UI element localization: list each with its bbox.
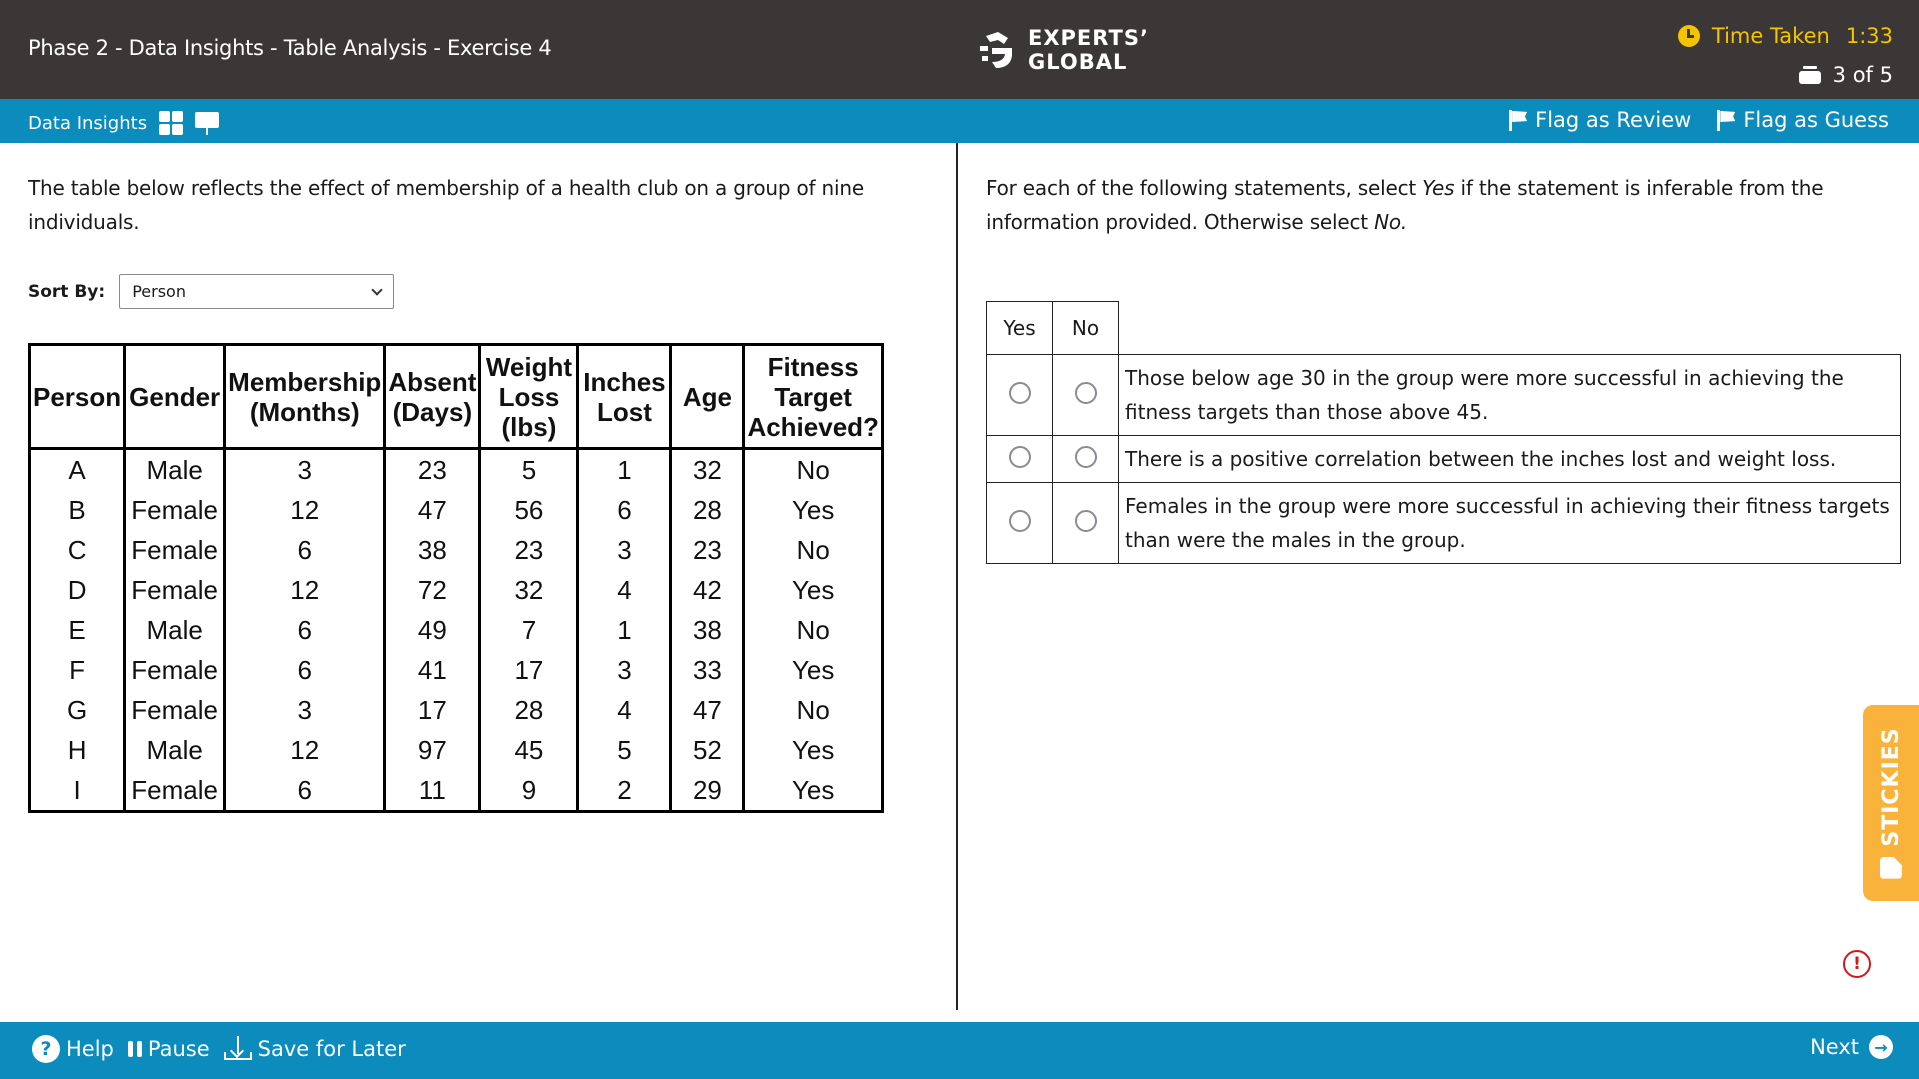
statement-1-no-radio[interactable]	[1075, 382, 1097, 404]
table-cell: Yes	[744, 490, 882, 530]
statement-2-yes-radio[interactable]	[1009, 446, 1031, 468]
table-cell: 41	[385, 650, 480, 690]
time-taken-label: Time Taken	[1711, 24, 1830, 48]
table-cell: 12	[225, 490, 385, 530]
column-header: Fitness Target Achieved?	[744, 345, 882, 449]
question-instructions: For each of the following statements, select Yes if the statement is inferable from the information provided. Otherwise select No.	[986, 176, 1824, 234]
time-taken	[1678, 24, 1893, 48]
pause-button[interactable]: Pause	[128, 1037, 210, 1061]
table-cell: Male	[125, 610, 225, 650]
table-cell: 28	[671, 490, 744, 530]
table-cell: 9	[480, 770, 578, 812]
table-cell: 97	[385, 730, 480, 770]
table-cell: H	[30, 730, 125, 770]
flag-icon	[1509, 109, 1527, 131]
data-table	[28, 343, 884, 813]
save-for-later-button[interactable]: Save for Later	[224, 1036, 406, 1062]
column-header: Absent (Days)	[385, 345, 480, 449]
table-cell: 47	[671, 690, 744, 730]
table-cell: B	[30, 490, 125, 530]
sort-by-select[interactable]	[119, 274, 394, 309]
table-row	[30, 690, 883, 730]
statement-1-yes-radio[interactable]	[1009, 382, 1031, 404]
table-cell: 6	[225, 770, 385, 812]
table-row	[30, 650, 883, 690]
table-cell: 52	[671, 730, 744, 770]
help-icon: ?	[32, 1035, 60, 1063]
column-header: Gender	[125, 345, 225, 449]
logo-mark-icon	[978, 28, 1018, 72]
table-cell: Male	[125, 730, 225, 770]
table-cell: 33	[671, 650, 744, 690]
stimulus-intro: The table below reflects the effect of membership of a health club on a group of nine individuals.	[28, 176, 864, 234]
logo-text: EXPERTS’ GLOBAL	[1028, 26, 1149, 74]
table-cell: 11	[385, 770, 480, 812]
table-cell: 56	[480, 490, 578, 530]
clock-icon	[1678, 25, 1700, 47]
flag-controls	[1509, 108, 1889, 132]
table-cell: 7	[480, 610, 578, 650]
table-row	[30, 730, 883, 770]
statement-text: Females in the group were more successful in achieving their fitness targets than were the males in the group.	[1119, 483, 1901, 564]
table-cell: D	[30, 570, 125, 610]
table-cell: 17	[480, 650, 578, 690]
time-taken-value: 1:33	[1845, 24, 1893, 48]
column-header: Inches Lost	[578, 345, 671, 449]
footer-bar	[0, 1022, 1919, 1079]
table-cell: Female	[125, 490, 225, 530]
question-panel	[958, 143, 1919, 1010]
sort-control	[28, 274, 394, 309]
statement-3-no-radio[interactable]	[1075, 510, 1097, 532]
table-cell: 38	[671, 610, 744, 650]
statement-row	[987, 355, 1901, 436]
table-cell: I	[30, 770, 125, 812]
table-cell: 4	[578, 690, 671, 730]
statement-row	[987, 483, 1901, 564]
statement-3-yes-radio[interactable]	[1009, 510, 1031, 532]
table-cell: 2	[578, 770, 671, 812]
section-bar	[0, 99, 1919, 143]
table-cell: 32	[480, 570, 578, 610]
table-row	[30, 570, 883, 610]
table-cell: C	[30, 530, 125, 570]
table-cell: 5	[480, 449, 578, 491]
table-cell: 12	[225, 730, 385, 770]
top-header	[0, 0, 1919, 99]
table-row	[30, 449, 883, 491]
table-cell: 47	[385, 490, 480, 530]
table-cell: 4	[578, 570, 671, 610]
table-cell: 38	[385, 530, 480, 570]
statement-text: There is a positive correlation between the inches lost and weight loss.	[1119, 436, 1901, 483]
table-cell: 49	[385, 610, 480, 650]
table-cell: Yes	[744, 570, 882, 610]
table-cell: 6	[225, 530, 385, 570]
table-cell: 23	[480, 530, 578, 570]
statement-text: Those below age 30 in the group were more successful in achieving the fitness targets than those above 45.	[1119, 355, 1901, 436]
table-cell: F	[30, 650, 125, 690]
column-header: Person	[30, 345, 125, 449]
sticky-note-icon	[1880, 857, 1902, 879]
table-cell: Female	[125, 530, 225, 570]
yes-no-table	[986, 301, 1901, 564]
statement-2-no-radio[interactable]	[1075, 446, 1097, 468]
question-stack-icon	[1799, 66, 1821, 84]
table-cell: 28	[480, 690, 578, 730]
statement-row	[987, 436, 1901, 483]
report-error-icon[interactable]: !	[1843, 950, 1871, 978]
table-cell: 32	[671, 449, 744, 491]
question-progress: 3 of 5	[1832, 63, 1893, 87]
stickies-tab[interactable]	[1863, 705, 1919, 901]
download-icon	[224, 1036, 252, 1062]
table-cell: No	[744, 530, 882, 570]
table-cell: Male	[125, 449, 225, 491]
section-title: Data Insights	[28, 112, 148, 134]
table-cell: 3	[225, 449, 385, 491]
table-header-row	[30, 345, 883, 449]
table-cell: 45	[480, 730, 578, 770]
column-header: Membership (Months)	[225, 345, 385, 449]
arrow-right-icon: →	[1869, 1035, 1893, 1059]
calculator-icon[interactable]	[159, 111, 183, 135]
pause-icon	[128, 1041, 142, 1057]
help-button[interactable]: ? Help	[32, 1035, 114, 1063]
table-cell: 42	[671, 570, 744, 610]
table-cell: 6	[225, 650, 385, 690]
sort-by-value: Person	[132, 282, 186, 301]
experts-global-logo	[978, 26, 1149, 74]
yes-column-header: Yes	[987, 302, 1053, 355]
table-row	[30, 610, 883, 650]
table-cell: No	[744, 690, 882, 730]
chevron-down-icon	[372, 284, 383, 295]
table-cell: 12	[225, 570, 385, 610]
section-info	[28, 110, 219, 136]
table-cell: 5	[578, 730, 671, 770]
table-cell: 3	[578, 650, 671, 690]
exercise-title: Phase 2 - Data Insights - Table Analysis - Exercise 4	[28, 36, 552, 60]
table-row	[30, 490, 883, 530]
table-body	[30, 449, 883, 812]
flag-icon	[1717, 109, 1735, 131]
whiteboard-icon[interactable]	[195, 110, 219, 136]
table-cell: E	[30, 610, 125, 650]
table-cell: 6	[225, 610, 385, 650]
table-cell: G	[30, 690, 125, 730]
table-cell: Yes	[744, 650, 882, 690]
table-cell: 6	[578, 490, 671, 530]
stimulus-panel	[0, 143, 956, 1010]
column-header: Age	[671, 345, 744, 449]
table-cell: A	[30, 449, 125, 491]
table-cell: No	[744, 610, 882, 650]
column-header: Weight Loss (lbs)	[480, 345, 578, 449]
table-cell: Female	[125, 690, 225, 730]
table-row	[30, 770, 883, 812]
table-cell: 3	[225, 690, 385, 730]
yes-no-header-row	[987, 302, 1901, 355]
table-cell: 1	[578, 449, 671, 491]
table-cell: 1	[578, 610, 671, 650]
next-button[interactable]: Next →	[1810, 1035, 1893, 1059]
table-cell: Female	[125, 650, 225, 690]
table-cell: 17	[385, 690, 480, 730]
stickies-label: STICKIES	[1878, 727, 1904, 847]
no-column-header: No	[1053, 302, 1119, 355]
table-cell: 72	[385, 570, 480, 610]
table-cell: 23	[671, 530, 744, 570]
table-cell: Female	[125, 570, 225, 610]
table-cell: 23	[385, 449, 480, 491]
table-cell: Yes	[744, 770, 882, 812]
table-cell: No	[744, 449, 882, 491]
table-cell: 29	[671, 770, 744, 812]
table-cell: Yes	[744, 730, 882, 770]
flag-as-guess-button[interactable]: Flag as Guess	[1717, 108, 1889, 132]
flag-as-review-button[interactable]: Flag as Review	[1509, 108, 1691, 132]
question-counter	[1799, 63, 1893, 87]
table-row	[30, 530, 883, 570]
sort-label: Sort By:	[28, 281, 106, 302]
table-cell: 3	[578, 530, 671, 570]
table-cell: Female	[125, 770, 225, 812]
